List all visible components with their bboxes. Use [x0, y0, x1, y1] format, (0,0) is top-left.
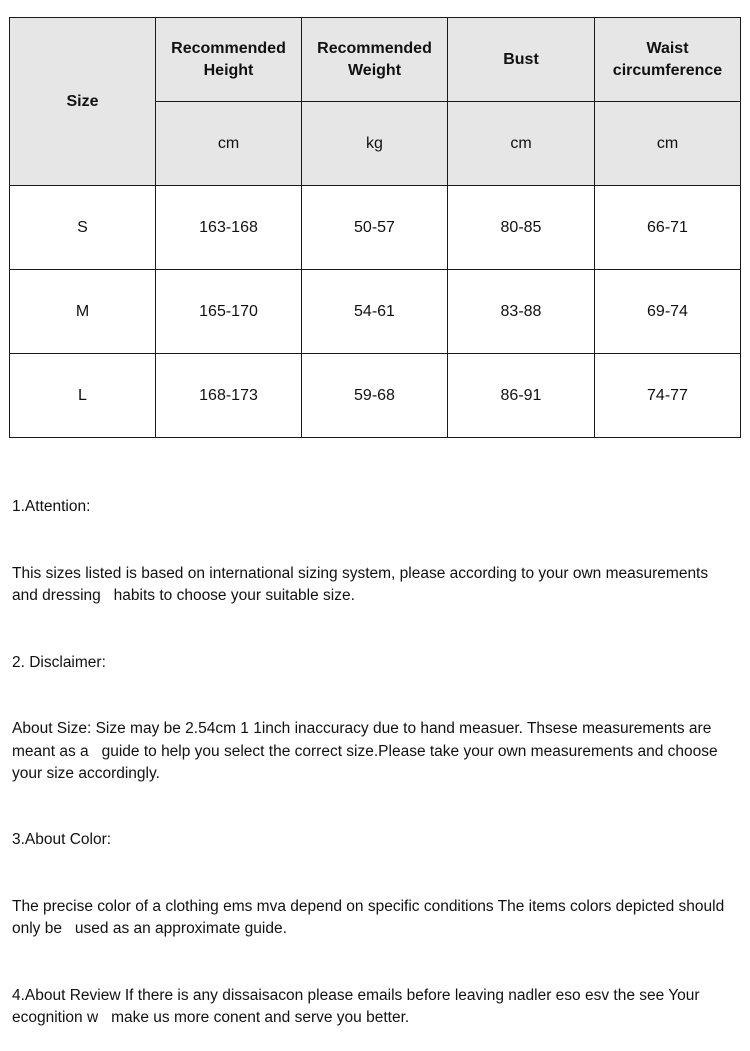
height-cell: 165-170 [156, 270, 302, 354]
waist-cell: 74-77 [595, 354, 741, 438]
waist-cell: 66-71 [595, 186, 741, 270]
bust-cell: 86-91 [448, 354, 595, 438]
bust-cell: 80-85 [448, 186, 595, 270]
disclaimer-heading: 2. Disclaimer: [12, 653, 106, 671]
waist-header-cell: Waist circumference [595, 18, 741, 102]
weight-header-cell: Recommended Weight [302, 18, 448, 102]
table-row [10, 354, 741, 438]
size-cell: S [10, 186, 156, 270]
attention-heading: 1.Attention: [12, 498, 91, 516]
height-cell: 163-168 [156, 186, 302, 270]
weight-cell: 59-68 [302, 354, 448, 438]
weight-cell: 54-61 [302, 270, 448, 354]
bust-cell: 83-88 [448, 270, 595, 354]
header-row [10, 18, 741, 102]
height-unit-cell: cm [156, 102, 302, 186]
bust-header-cell: Bust [448, 18, 595, 102]
disclaimer-text: About Size: Size may be 2.54cm 1 1inch inaccuracy due to hand measuer. Thsese measurements are meant as a guide to help you select the correct size.Please take your own measurements and choose your size accordingly. [12, 720, 722, 782]
review-text: 4.About Review If there is any dissaisacon please emails before leaving nadler eso esv the see Your ecognition w make us more conent and serve you better. [12, 986, 704, 1027]
color-heading: 3.About Color: [12, 831, 112, 849]
size-chart-table [9, 17, 741, 438]
weight-cell: 50-57 [302, 186, 448, 270]
size-notes [12, 452, 738, 1051]
table-row [10, 186, 741, 270]
waist-unit-cell: cm [595, 102, 741, 186]
size-cell: L [10, 354, 156, 438]
attention-text: This sizes listed is based on international sizing system, please according to your own measurements and dressing habits to choose your suitable size. [12, 565, 713, 605]
color-text: The precise color of a clothing ems mva depend on specific conditions The items colors depicted should only be used as an approximate guide. [12, 898, 729, 938]
size-cell: M [10, 270, 156, 354]
table-row [10, 270, 741, 354]
bust-unit-cell: cm [448, 102, 595, 186]
weight-unit-cell: kg [302, 102, 448, 186]
size-header-cell: Size [10, 18, 156, 186]
height-header-cell: Recommended Height [156, 18, 302, 102]
height-cell: 168-173 [156, 354, 302, 438]
waist-cell: 69-74 [595, 270, 741, 354]
